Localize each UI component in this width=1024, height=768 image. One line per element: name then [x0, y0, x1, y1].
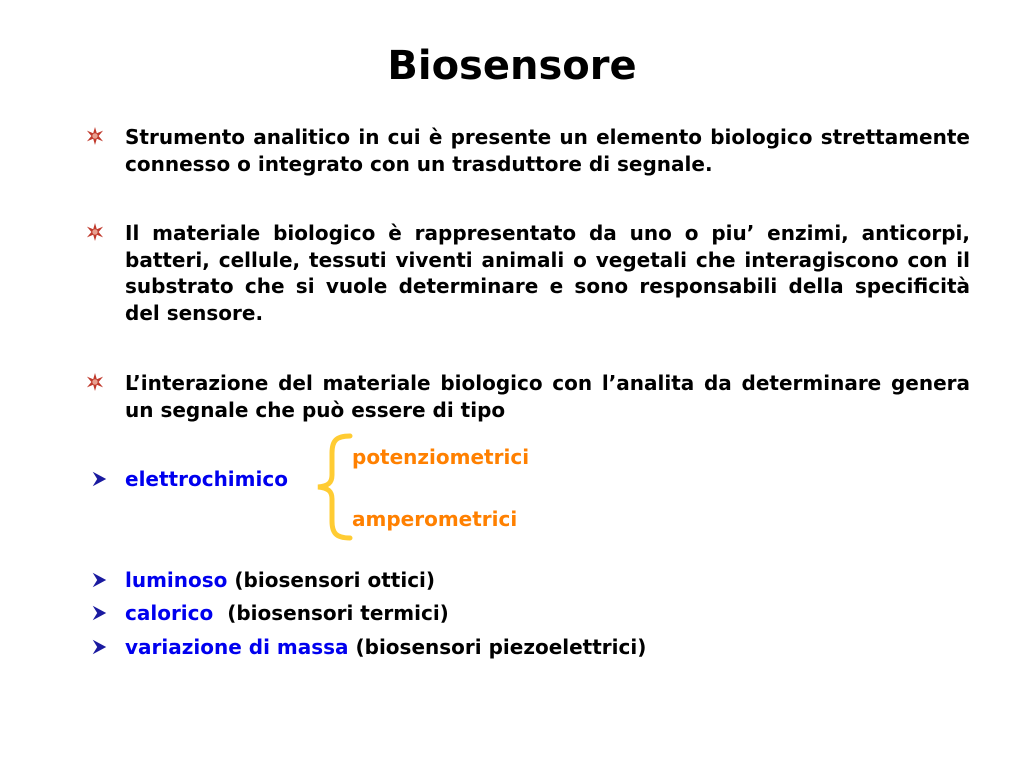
type-caloric [125, 600, 449, 626]
arrow-bullet-icon [90, 638, 108, 656]
starburst-bullet-icon [86, 373, 104, 391]
arrow-bullet-icon [90, 604, 108, 622]
bullet-interaction: L’interazione del materiale biologico con l’analita da determinare genera un segnale che può essere di tipo [125, 371, 970, 422]
type-term: variazione di massa [125, 635, 349, 659]
subtype-potentiometric: potenziometrici [352, 445, 530, 469]
bullet-definition: Strumento analitico in cui è presente un elemento biologico strettamente connesso o integrato con un trasduttore di segnale. [125, 125, 970, 176]
type-electrochemical [125, 466, 288, 492]
type-term: luminoso [125, 568, 228, 592]
type-luminous [125, 567, 435, 593]
arrow-bullet-icon [90, 571, 108, 589]
starburst-bullet-icon [86, 223, 104, 241]
starburst-bullet-icon [86, 127, 104, 145]
curly-brace-icon [314, 433, 354, 541]
arrow-bullet-icon [90, 470, 108, 488]
type-description: (biosensori piezoelettrici) [348, 635, 647, 659]
subtype-amperometric: amperometrici [352, 507, 518, 531]
bullet-biological-material: Il materiale biologico è rappresentato da uno o piu’ enzimi, anticorpi, batteri, cellule, tessuti viventi animali o vegetali che interagiscono con il substrato che si vuole determinare e sono responsabili della specificità del sensore. [125, 221, 970, 325]
type-description: (biosensori ottici) [227, 568, 436, 592]
type-mass-variation [125, 634, 646, 660]
type-term: elettrochimico [125, 467, 288, 491]
type-term: calorico [125, 601, 214, 625]
slide-title: Biosensore [387, 43, 637, 89]
type-description: (biosensori termici) [213, 601, 449, 625]
